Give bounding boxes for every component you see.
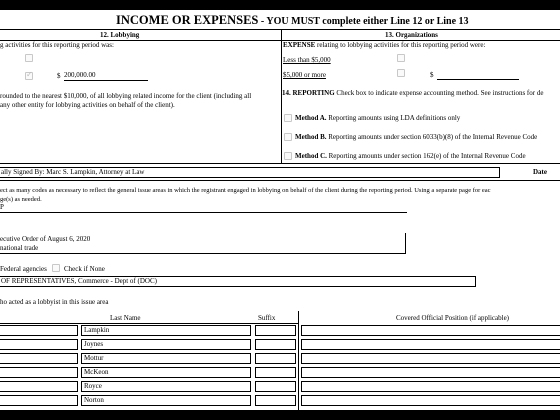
method-a-text xyxy=(295,114,460,122)
issue-code-value: P xyxy=(0,203,4,211)
method-b-text xyxy=(295,133,537,141)
lobbying-heading: 12. Lobbying xyxy=(100,31,140,39)
agencies-none-checkbox[interactable] xyxy=(52,264,60,272)
lobbyists-intro: ho acted as a lobbyist in this issue area xyxy=(0,298,109,306)
lobbyist-row-5-last[interactable]: Royce xyxy=(81,381,251,392)
specific-issue-line2: national trade xyxy=(0,244,39,252)
lobbyist-row-6-position[interactable] xyxy=(301,395,560,406)
lobbying-intro: g activities for this reporting period was: xyxy=(0,41,114,49)
header-rule xyxy=(0,29,560,30)
title-text: INCOME OR EXPENSES xyxy=(116,13,259,27)
lobbyist-row-4-last[interactable]: McKeon xyxy=(81,367,251,378)
subtitle-text: - YOU MUST complete either Line 12 or Line 13 xyxy=(258,16,469,27)
instructions-line1: ect as many codes as necessary to reflect the general issue areas in which the registrant engaged in lobbying on behalf of the client during the reporting period. Using a separate page for eac xyxy=(0,187,491,194)
lobbyist-row-2-suffix[interactable] xyxy=(255,339,296,350)
method-b-desc: Reporting amounts under section 6033(b)(8) of the Internal Revenue Code xyxy=(326,133,538,141)
lobbyist-row-4-position[interactable] xyxy=(301,367,560,378)
lobbyist-row-1-suffix[interactable] xyxy=(255,325,296,336)
method-a-desc: Reporting amounts using LDA definitions only xyxy=(326,114,461,122)
federal-agencies-label: Federal agencies xyxy=(0,265,47,273)
lobbyist-row-1-position[interactable] xyxy=(301,325,560,336)
expense-more-label: $5,000 or more xyxy=(283,71,326,79)
section-rule xyxy=(0,163,560,164)
lobbying-report-form xyxy=(0,10,560,410)
issue-code-field[interactable] xyxy=(0,203,407,213)
expense-amount-field[interactable] xyxy=(437,71,519,80)
income-amount-field[interactable]: 200,000.00 xyxy=(64,71,148,81)
method-c-desc: Reporting amounts under section 162(e) of the Internal Revenue Code xyxy=(326,152,526,160)
lobbyist-row-3-suffix[interactable] xyxy=(255,353,296,364)
lobbyist-row-1-last[interactable]: Lampkin xyxy=(81,325,251,336)
income-less-checkbox[interactable] xyxy=(25,54,33,62)
specific-issue-rule xyxy=(0,253,405,254)
expense-label: EXPENSE xyxy=(283,41,316,49)
lobbyist-row-5-position[interactable] xyxy=(301,381,560,392)
method-a-label: Method A. xyxy=(295,114,327,122)
lobbying-note-line2: any other entity for lobbying activities on behalf of the client). xyxy=(0,101,175,109)
income-currency: $ xyxy=(57,72,61,80)
expense-currency: $ xyxy=(430,71,434,79)
reporting-text: Check box to indicate expense accounting method. See instructions for de xyxy=(334,89,544,97)
section-title xyxy=(116,13,469,28)
lobbyist-row-1-first[interactable] xyxy=(0,325,78,336)
col-suffix: Suffix xyxy=(258,314,276,322)
expense-more-checkbox[interactable] xyxy=(397,69,405,77)
instructions-line2: ge(s) as needed. xyxy=(0,196,42,203)
reporting-label: 14. REPORTING xyxy=(282,89,335,97)
expense-less-label: Less than $5,000 xyxy=(283,56,331,64)
lobbyist-row-2-first[interactable] xyxy=(0,339,78,350)
date-label: Date xyxy=(533,168,547,176)
expense-intro xyxy=(283,41,485,49)
method-c-checkbox[interactable] xyxy=(284,152,292,160)
position-column-divider xyxy=(298,311,299,410)
method-c-text xyxy=(295,152,526,160)
income-more-checkbox[interactable] xyxy=(25,72,33,80)
lobbyist-row-3-last[interactable]: Mottur xyxy=(81,353,251,364)
lobbyist-row-6-suffix[interactable] xyxy=(255,395,296,406)
lobbyist-row-5-suffix[interactable] xyxy=(255,381,296,392)
agencies-field[interactable]: OF REPRESENTATIVES, Commerce - Dept of (DOC) xyxy=(0,276,476,287)
col-last-name: Last Name xyxy=(110,314,141,322)
method-a-checkbox[interactable] xyxy=(284,114,292,122)
check-if-none-label: Check if None xyxy=(64,265,105,273)
expense-less-checkbox[interactable] xyxy=(397,54,405,62)
reporting-method-intro xyxy=(282,89,543,97)
signature-field[interactable]: ally Signed By: Marc S. Lampkin, Attorney at Law xyxy=(0,167,500,178)
expense-text: relating to lobbying activities for this reporting period were: xyxy=(315,41,486,49)
organizations-heading: 13. Organizations xyxy=(385,31,438,39)
method-b-checkbox[interactable] xyxy=(284,133,292,141)
method-b-label: Method B. xyxy=(295,133,327,141)
lobbyist-row-4-suffix[interactable] xyxy=(255,367,296,378)
lobbyist-row-5-first[interactable] xyxy=(0,381,78,392)
lobbyist-row-4-first[interactable] xyxy=(0,367,78,378)
lobbyist-row-6-first[interactable] xyxy=(0,395,78,406)
lobbyist-row-2-last[interactable]: Joynes xyxy=(81,339,251,350)
specific-issue-edge xyxy=(405,233,406,254)
lobbyist-row-6-last[interactable]: Norton xyxy=(81,395,251,406)
col-covered-position: Covered Official Position (if applicable) xyxy=(396,314,510,322)
signature-rule xyxy=(0,180,560,181)
lobbyist-row-3-first[interactable] xyxy=(0,353,78,364)
specific-issue-line1: ecutive Order of August 6, 2020 xyxy=(0,235,91,243)
lobbying-note-line1: rounded to the nearest $10,000, of all lobbying related income for the client (including all xyxy=(0,92,252,100)
lobbyists-header-rule xyxy=(0,323,298,324)
lobbyist-row-3-position[interactable] xyxy=(301,353,560,364)
method-c-label: Method C. xyxy=(295,152,327,160)
lobbyist-row-2-position[interactable] xyxy=(301,339,560,350)
